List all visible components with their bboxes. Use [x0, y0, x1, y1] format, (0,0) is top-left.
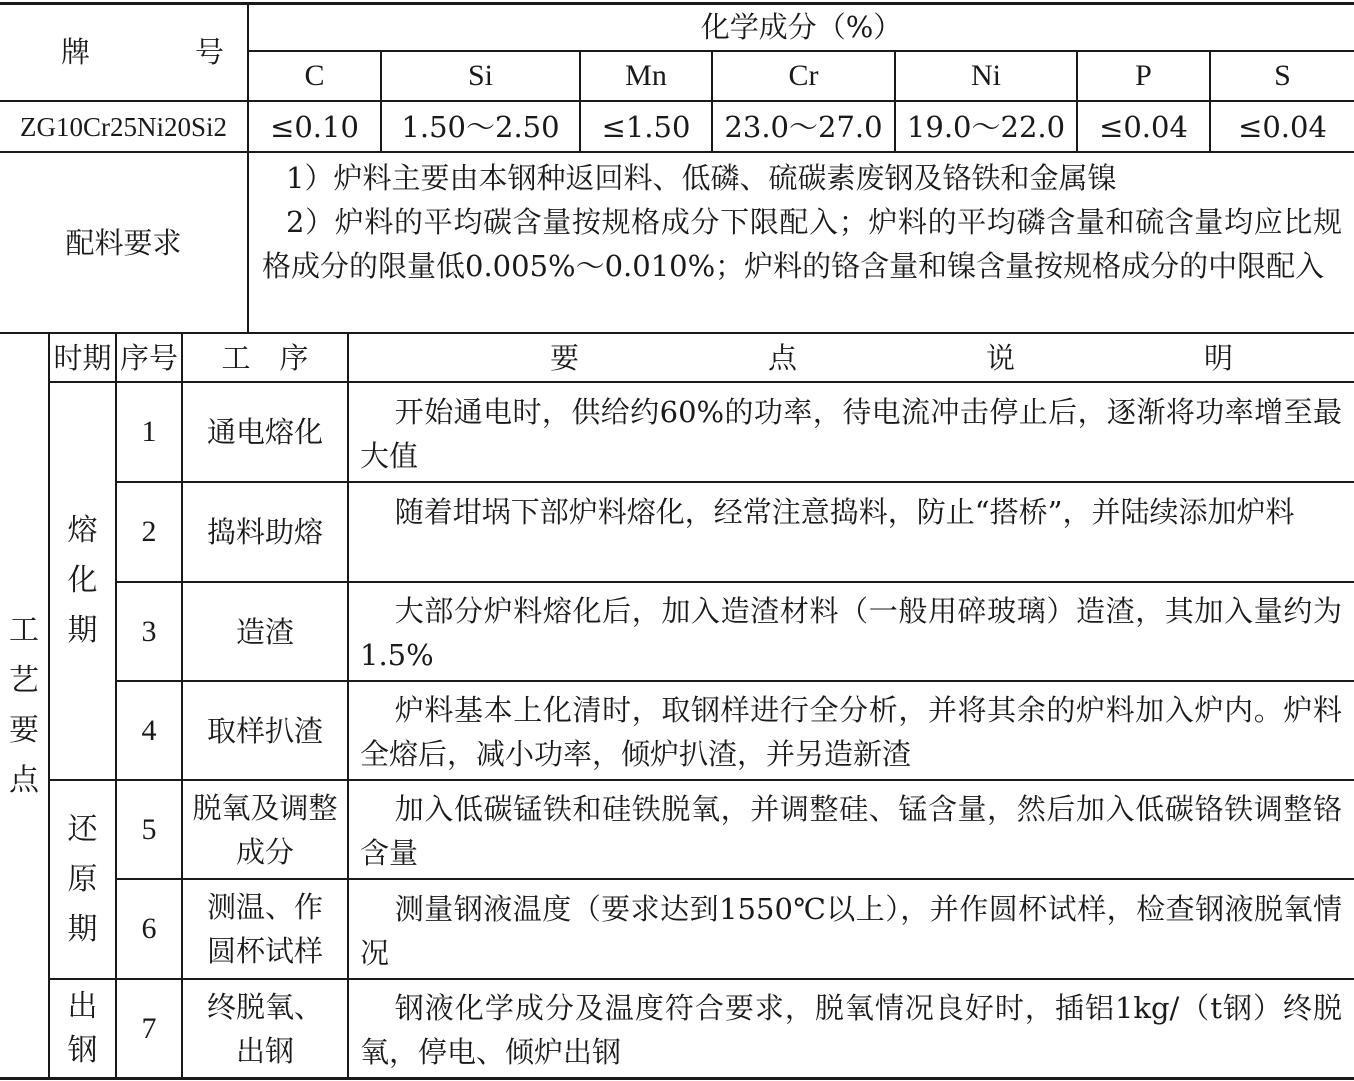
period-char: 化	[67, 563, 98, 598]
value-si: 1.50～2.50	[401, 109, 560, 144]
col-period-header: 时期	[53, 340, 112, 375]
side-char: 要	[9, 712, 39, 748]
step-name: 造渣	[235, 614, 294, 649]
composition-header: 化学成分（%）	[700, 10, 903, 44]
value-ni: 19.0～22.0	[906, 109, 1066, 144]
grade-header: 牌 号	[60, 35, 262, 69]
step-name-line: 终脱氧、	[206, 989, 323, 1024]
element-mn: Mn	[625, 59, 667, 92]
element-ni: Ni	[971, 59, 1001, 92]
step-number: 7	[141, 1011, 157, 1045]
element-si: Si	[467, 59, 494, 92]
step-description: 测量钢液温度（要求达到1550℃以上），并作圆杯试样，检查钢液脱氧情况	[360, 892, 1342, 970]
rule-step-col	[347, 332, 349, 1079]
step-name-line: 出钢	[235, 1033, 294, 1068]
step-number: 4	[141, 713, 157, 747]
step-number: 2	[141, 515, 157, 548]
rule-bottom	[0, 1077, 1354, 1080]
period-melting	[50, 383, 115, 779]
step-name-line: 脱氧及调整	[192, 790, 338, 825]
step-description: 加入低碳锰铁和硅铁脱氧，并调整硅、锰含量，然后加入低碳铬铁调整铬含量	[360, 792, 1342, 870]
element-c: C	[304, 59, 325, 92]
element-s: S	[1274, 59, 1291, 92]
step-description: 炉料基本上化清时，取钢样进行全分析，并将其余的炉料加入炉内。炉料全熔后，减小功率，倾炉扒渣，并另造新渣	[360, 693, 1342, 771]
charge-item-1: 1）炉料主要由本钢种返回料、低磷、硫碳素废钢及铬铁和金属镍	[286, 161, 1117, 195]
process-side-label	[0, 334, 48, 1077]
value-c: ≤0.10	[270, 109, 359, 144]
period-char: 出	[67, 988, 98, 1024]
charge-item-2: 2）炉料的平均碳含量按规格成分下限配入；炉料的平均磷含量和硫含量均应比规格成分的限量低0.005%～0.010%；炉料的铬含量和镍含量按规格成分的中限配入	[262, 205, 1342, 283]
step-name	[183, 880, 347, 978]
value-mn: ≤1.50	[601, 109, 691, 144]
value-p: ≤0.04	[1099, 109, 1188, 144]
charge-label: 配料要求	[65, 225, 182, 260]
step-name	[183, 980, 347, 1077]
grade-value: ZG10Cr25Ni20Si2	[19, 111, 227, 142]
period-char: 期	[67, 613, 98, 648]
step-number: 1	[141, 415, 157, 448]
step-name-line: 测温、作	[206, 890, 323, 924]
period-char: 熔	[67, 513, 98, 548]
step-description: 大部分炉料熔化后，加入造渣材料（一般用碎玻璃）造渣，其加入量约为1.5%	[360, 594, 1342, 672]
step-number: 5	[141, 812, 157, 846]
value-cr: 23.0～27.0	[724, 109, 883, 144]
period-reduction	[50, 781, 115, 978]
step-name-line: 成分	[235, 834, 294, 869]
step-description: 随着坩埚下部炉料熔化，经常注意捣料，防止“搭桥”，并陆续添加炉料	[394, 495, 1295, 529]
step-name-line: 圆杯试样	[206, 934, 323, 968]
step-name: 捣料助熔	[206, 515, 323, 549]
period-char: 期	[67, 911, 98, 947]
period-char: 钢	[67, 1032, 98, 1068]
value-s: ≤0.04	[1238, 109, 1327, 144]
step-name: 通电熔化	[206, 415, 323, 449]
step-number: 3	[141, 614, 157, 648]
side-char: 艺	[9, 662, 39, 698]
side-char: 点	[9, 762, 39, 798]
element-cr: Cr	[788, 59, 819, 92]
step-number: 6	[141, 912, 157, 945]
period-tapping	[50, 980, 115, 1077]
col-desc-header: 要 点 说 明	[549, 340, 1313, 375]
period-char: 原	[67, 861, 98, 897]
col-step-header: 工 序	[221, 340, 309, 375]
col-seq-header: 序号	[119, 340, 178, 375]
side-char: 工	[9, 612, 39, 648]
element-p: P	[1135, 59, 1152, 92]
period-char: 还	[67, 811, 98, 847]
step-description: 开始通电时，供给约60%的功率，待电流冲击停止后，逐渐将功率增至最大值	[360, 395, 1342, 473]
step-description: 钢液化学成分及温度符合要求，脱氧情况良好时，插铝1kg/（t钢）终脱氧，停电、倾炉出钢	[360, 991, 1342, 1069]
step-name: 取样扒渣	[206, 713, 323, 748]
step-name	[183, 781, 347, 878]
